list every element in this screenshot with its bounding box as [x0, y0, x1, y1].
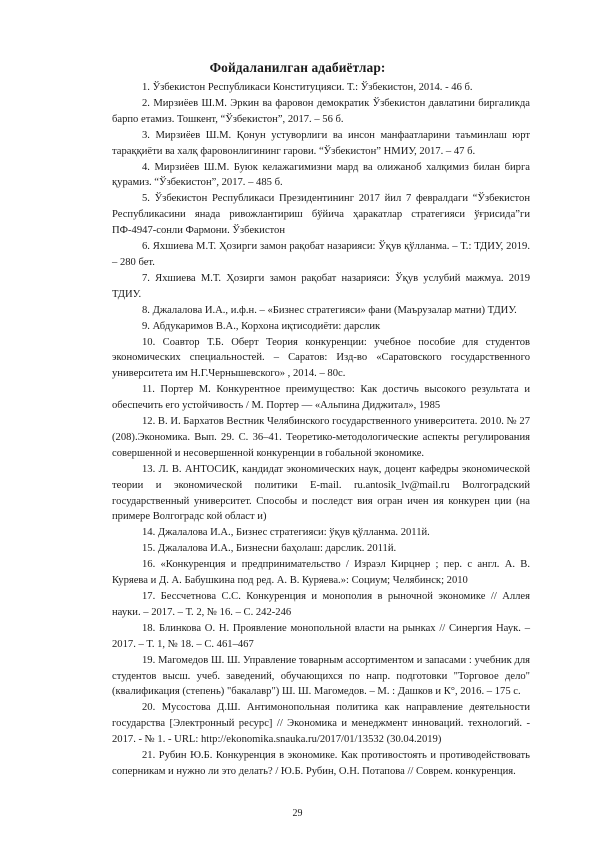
reference-item: 16. «Конкуренция и предпринимательство / Израэл Кирцнер ; пер. с англ. А. В. Куряева и Д. А. Бабушкина под ред. А. В. Куряева.»: Социум; Челябинск; 2010: [112, 559, 530, 587]
reference-item: 19. Магомедов Ш. Ш. Управление товарным ассортиментом и запасами : учебник для студентов высш. учеб. заведений, обучающихся по напр. подготовки "Торговое дело" (квалификация (степень) "бакалавр") Ш. Ш. Магомедов. – М. : Дашков и К°, 2016. – 175 с.: [112, 654, 530, 698]
reference-item: 12. В. И. Бархатов Вестник Челябинского государственного университета. 2010. № 27 (208).Экономика. Вып. 29. С. 36–41. Теоретико-методологические аспекты регулирования совершенной и несовершенной конкуренции в гобальной экономике.: [112, 416, 530, 459]
reference-item: 1. Ўзбекистон Республикаси Конституцияси. Т.: Ўзбекистон, 2014. - 46 б.: [142, 82, 473, 93]
page-number: 29: [292, 808, 303, 819]
reference-item: 9. Абдукаримов В.А., Корхона иқтисодиёти: дарслик: [142, 320, 381, 332]
reference-item: 3. Мирзиёев Ш.М. Қонун устуворлиги ва инсон манфаатларини таъминлаш юрт тараққиёти ва халқ фаровонлигининг гарови. “Ўзбекистон” НМИУ, 2017. – 47 б.: [112, 129, 530, 157]
reference-item: 18. Блинкова О. Н. Проявление монопольной власти на рынках // Синергия Наук. – 2017. – Т. 1, № 18. – С. 461–467: [112, 622, 530, 650]
reference-item: 20. Мусостова Д.Ш. Антимонопольная политика как направление деятельности государства [Электронный ресурс] // Экономика и менеджмент инноваций. технологий. - 2017. - № 1. - URL: http://ekonomika.snauka.ru/2017/01/13532 (30.04.2019): [112, 702, 530, 746]
reference-item: 10. Соавтор Т.Б. Оберт Теория конкуренции: учебное пособие для студентов экономических специальностей. – Саратов: Изд-во «Саратовского государственного университета им Н.Г.Чернышевского» , 2014. – 80с.: [112, 336, 530, 380]
reference-item: 21. Рубин Ю.Б. Конкуренция в экономике. Как противостоять и противодействовать соперникам и нужно ли это делать? / Ю.Б. Рубин, О.Н. Потапова // Соврем. конкуренция.: [112, 750, 530, 777]
reference-item: 14. Джалалова И.А., Бизнес стратегияси: ўқув қўлланма. 2011й.: [142, 527, 430, 539]
reference-item: 2. Мирзиёев Ш.М. Эркин ва фаровон демократик Ўзбекистон давлатини биргаликда барпо етамиз. Тошкент, “Ўзбекистон”, 2017. – 56 б.: [112, 97, 530, 125]
reference-item: 15. Джалалова И.А., Бизнесни баҳолаш: дарслик. 2011й.: [142, 543, 397, 555]
references-heading: Фойдаланилган адабиётлар:: [209, 60, 386, 75]
reference-item: 8. Джалалова И.А., и.ф.н. – «Бизнес стратегияси» фани (Маърузалар матни) ТДИУ.: [142, 304, 517, 316]
reference-item: 17. Бессчетнова С.С. Конкуренция и монополия в рыночной экономике // Аллея науки. – 2017. – Т. 2, № 16. – С. 242-246: [112, 591, 530, 618]
reference-list: [112, 80, 530, 780]
reference-item: 4. Мирзиёев Ш.М. Буюк келажагимизни мард ва олижаноб халқимиз билан бирга қурамиз. “Ўзбекистон”, 2017. – 485 б.: [112, 161, 530, 189]
reference-item: 13. Л. В. АНТОСИК, кандидат экономических наук, доцент кафедры экономической теории и экономической политики E-mail. ru.antosik_lv@mail.ru Волгоградский государственный университет. Способы и последст вия огран ичен ия конкурен ции (на примере Волгоградс кой област и): [112, 463, 530, 523]
reference-item: 5. Ўзбекистон Республикаси Президентининг 2017 йил 7 февралдаги “Ўзбекистон Республикасини янада ривожлантириш бўйича ҳаракатлар стратегияси ўғрисида”ги ПФ-4947-сонли Фармони. Ўзбекистон: [112, 193, 530, 237]
reference-item: 6. Яхшиева М.Т. Ҳозирги замон рақобат назарияси: Ўқув қўлланма. – Т.: ТДИУ, 2019. – 280 бет.: [112, 241, 530, 268]
reference-item: 11. Портер М. Конкурентное преимущество: Как достичь высокого результата и обеспечить его устойчивость / М. Портер — «Альпина Диджитал», 1985: [112, 384, 530, 412]
reference-item: 7. Яхшиева М.Т. Ҳозирги замон рақобат назарияси: Ўқув услубий мажмуа. 2019 ТДИУ.: [112, 272, 530, 300]
